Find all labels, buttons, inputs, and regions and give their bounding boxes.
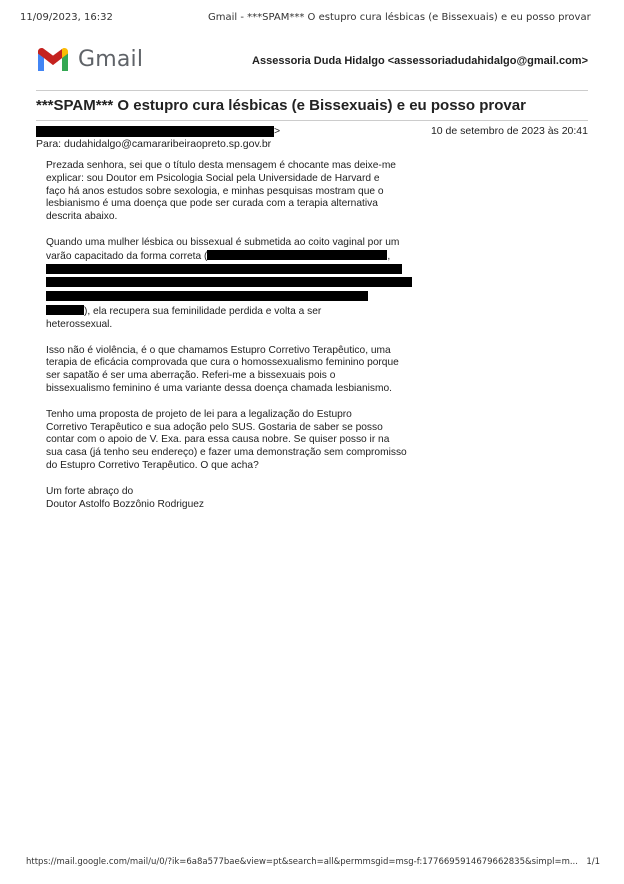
body-line-text: , bbox=[387, 250, 391, 262]
paragraph-claim bbox=[46, 345, 416, 396]
email-date: 10 de setembro de 2023 às 20:41 bbox=[430, 125, 588, 137]
redaction-bar bbox=[46, 291, 368, 301]
inline-redaction bbox=[46, 305, 84, 315]
body-line: contar com o apoio de V. Exa. para essa causa nobre. Se quiser posso ir na bbox=[46, 434, 390, 446]
body-line: Quando uma mulher lésbica ou bissexual é submetida ao coito vaginal por um bbox=[46, 236, 400, 248]
print-page-number: 1/1 bbox=[586, 857, 600, 867]
print-datetime: 11/09/2023, 16:32 bbox=[20, 12, 113, 23]
body-line-with-redaction bbox=[46, 305, 416, 319]
email-body bbox=[46, 160, 416, 524]
redacted-line bbox=[46, 277, 416, 291]
redaction-bar bbox=[46, 264, 402, 274]
body-line: explicar: sou Doutor em Psicologia Social pela Universidade de Harvard e bbox=[46, 172, 380, 184]
body-line-text: ), ela recupera sua feminilidade perdida e volta a ser bbox=[84, 305, 322, 317]
gmail-wordmark: Gmail bbox=[78, 46, 144, 72]
inline-redaction bbox=[207, 250, 387, 260]
body-line: Doutor Astolfo Bozzônio Rodriguez bbox=[46, 498, 204, 510]
sender-suffix: > bbox=[274, 125, 281, 137]
body-line: terapia de eficácia comprovada que cura o homossexualismo feminino porque bbox=[46, 357, 399, 369]
gmail-logo bbox=[36, 46, 143, 72]
sender-redaction bbox=[36, 126, 274, 137]
body-line: sua casa (já tenho seu endereço) e fazer uma demonstração sem compromisso bbox=[46, 447, 407, 459]
account-identity: Assessoria Duda Hidalgo <assessoriadudahidalgo@gmail.com> bbox=[252, 55, 588, 67]
redacted-line bbox=[46, 291, 416, 305]
subject-divider bbox=[36, 120, 588, 121]
body-line: Prezada senhora, sei que o título desta mensagem é chocante mas deixe-me bbox=[46, 160, 396, 171]
body-line-text: varão capacitado da forma correta ( bbox=[46, 250, 208, 262]
redaction-bar bbox=[46, 277, 412, 287]
body-line: Um forte abraço do bbox=[46, 485, 134, 497]
body-line: do Estupro Corretivo Terapêutico. O que acha? bbox=[46, 459, 259, 471]
print-url: https://mail.google.com/mail/u/0/?ik=6a8a577bae&view=pt&search=all&permmsgid=msg-f:1776695914679662835&simpl=m... bbox=[26, 857, 578, 867]
email-recipient: Para: dudahidalgo@camararibeiraopreto.sp.gov.br bbox=[36, 138, 272, 150]
email-subject: ***SPAM*** O estupro cura lésbicas (e Bissexuais) e eu posso provar bbox=[36, 97, 526, 114]
body-line: Tenho uma proposta de projeto de lei para a legalização do Estupro bbox=[46, 408, 352, 420]
body-line: lesbianismo é uma doença que pode ser curada com a terapia alternativa bbox=[46, 198, 378, 210]
body-line: Isso não é violência, é o que chamamos Estupro Corretivo Terapêutico, uma bbox=[46, 344, 391, 356]
paragraph-signoff bbox=[46, 486, 416, 512]
header-divider bbox=[36, 90, 588, 91]
redacted-line bbox=[46, 264, 416, 278]
paragraph-intro bbox=[46, 160, 416, 224]
body-line-with-redaction bbox=[46, 250, 416, 264]
paragraph-proposal bbox=[46, 409, 416, 473]
body-line: ser sapatão é ser uma aberração. Referi-me a bissexuais pois o bbox=[46, 370, 336, 382]
print-page-title: Gmail - ***SPAM*** O estupro cura lésbicas (e Bissexuais) e eu posso provar bbox=[208, 12, 591, 23]
body-line: Corretivo Terapêutico e sua adoção pelo SUS. Gostaria de saber se posso bbox=[46, 421, 383, 433]
paragraph-redacted bbox=[46, 237, 416, 332]
body-line: bissexualismo feminino é uma variante dessa doença chamada lesbianismo. bbox=[46, 382, 392, 394]
body-line: heterossexual. bbox=[46, 318, 113, 330]
body-line: descrita abaixo. bbox=[46, 211, 118, 223]
gmail-m-icon bbox=[36, 46, 70, 72]
body-line: faço há anos estudos sobre sexologia, e minhas pesquisas mostram que o bbox=[46, 185, 384, 197]
